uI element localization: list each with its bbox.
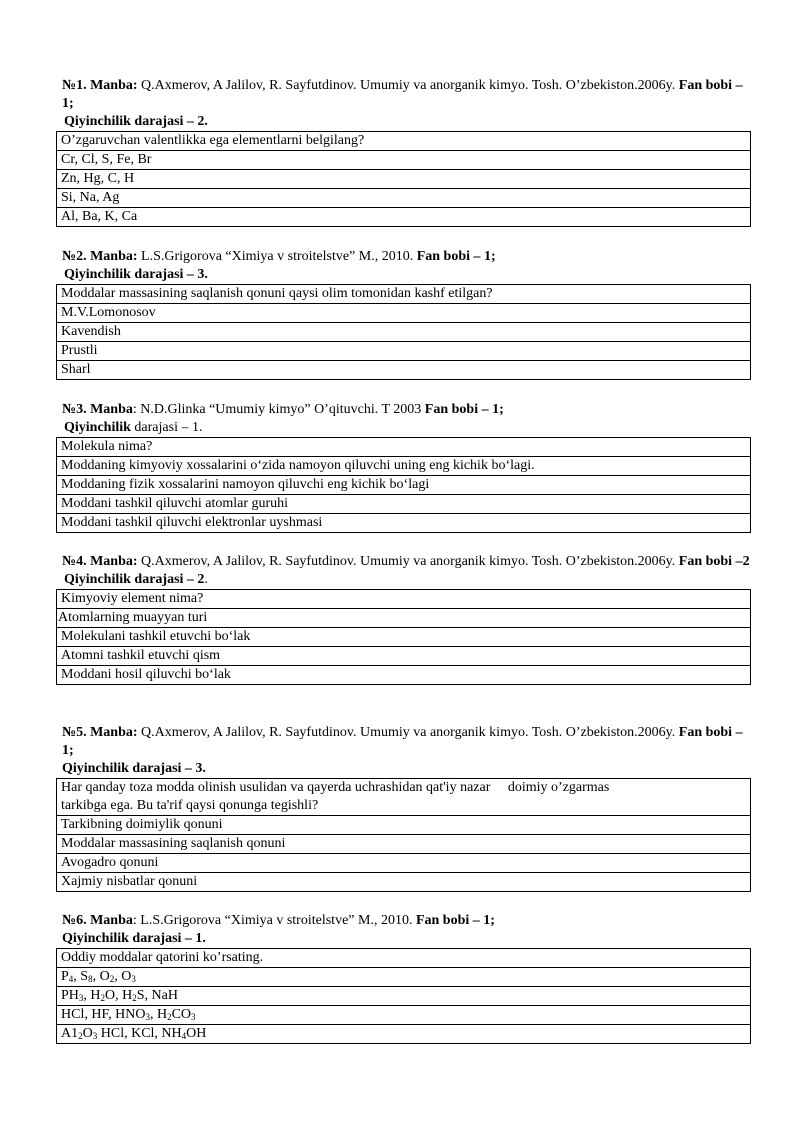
- question-table: [56, 778, 751, 892]
- question-number: №5.: [62, 725, 87, 740]
- answer-option: HCl, HF, $HNO_3$, $H_2CO_3$: [57, 1006, 751, 1025]
- manba-label: Manba: [90, 913, 133, 928]
- source-line: [56, 77, 756, 113]
- question-number: №4.: [62, 554, 87, 569]
- answer-option: M.V.Lomonosov: [57, 304, 751, 323]
- answer-option: Moddani hosil qiluvchi bo‘lak: [57, 666, 751, 685]
- answer-option: Moddani tashkil qiluvchi atomlar guruhi: [57, 495, 751, 514]
- fan-bobi: Fan bobi – 1;: [62, 725, 743, 758]
- question-text: Oddiy moddalar qatorini ko’rsating.: [57, 949, 751, 968]
- answer-option: $A1_2O_3$ HCl, KCl, $NH_4OH$: [57, 1025, 751, 1044]
- question-block-6: [56, 912, 756, 1044]
- answer-option: Molekulani tashkil etuvchi bo‘lak: [57, 628, 751, 647]
- fan-bobi: Fan bobi – 1;: [415, 913, 495, 928]
- question-table: [56, 284, 751, 380]
- question-table: [56, 437, 751, 533]
- answer-option: Atomni tashkil etuvchi qism: [57, 647, 751, 666]
- source-line: [56, 401, 756, 419]
- question-number: №6.: [62, 913, 87, 928]
- question-block-3: [56, 401, 756, 533]
- answer-option: Moddaning fizik xossalarini namoyon qiluvchi eng kichik bo‘lagi: [57, 476, 751, 495]
- manba-label: Manba:: [90, 249, 138, 264]
- answer-option: Moddani tashkil qiluvchi elektronlar uyshmasi: [57, 514, 751, 533]
- source-line: [56, 724, 756, 760]
- fan-bobi: Fan bobi –2: [678, 554, 750, 569]
- source-text: L.S.Grigorova “Ximiya v stroitelstve” M., 2010.: [141, 249, 414, 264]
- answer-option: Zn, Hg, C, H: [57, 170, 751, 189]
- question-text: O’zgaruvchan valentlikka ega elementlarni belgilang?: [57, 132, 751, 151]
- question-block-1: [56, 77, 756, 227]
- difficulty-line: Qiyinchilik darajasi – 3.: [62, 761, 206, 776]
- question-table: [56, 131, 751, 227]
- question-text: Moddalar massasining saqlanish qonuni qaysi olim tomonidan kashf etilgan?: [57, 285, 751, 304]
- question-text: Kimyoviy element nima?: [57, 590, 751, 609]
- answer-option: Prustli: [57, 342, 751, 361]
- question-table: [56, 589, 751, 685]
- fan-bobi: Fan bobi – 1;: [62, 78, 743, 111]
- source-text: Q.Axmerov, A Jalilov, R. Sayfutdinov. Umumiy va anorganik kimyo. Tosh. O’zbekiston.2006y.: [141, 554, 676, 569]
- answer-option: $PH_3$, $H_2O$, $H_2S$, NaH: [57, 987, 751, 1006]
- question-block-5: [56, 724, 756, 892]
- question-number: №3.: [62, 402, 87, 417]
- answer-option: Moddaning kimyoviy xossalarini o‘zida namoyon qiluvchi uning eng kichik bo‘lagi.: [57, 457, 751, 476]
- manba-label: Manba:: [90, 554, 138, 569]
- source-line: [56, 248, 756, 266]
- source-text: Q.Axmerov, A Jalilov, R. Sayfutdinov. Umumiy va anorganik kimyo. Tosh. O’zbekiston.2006y.: [141, 725, 676, 740]
- answer-option: Xajmiy nisbatlar qonuni: [57, 873, 751, 892]
- question-text: Har qanday toza modda olinish usulidan va qayerda uchrashidan qat'iy nazar doimiy o’zgarmas tarkibga ega. Bu ta'rif qaysi qonunga tegishli?: [57, 779, 751, 816]
- answer-option: $P_4$, $S_8$, $O_2$, $O_3$: [57, 968, 751, 987]
- source-text: : L.S.Grigorova “Ximiya v stroitelstve” M., 2010.: [132, 913, 413, 928]
- fan-bobi: Fan bobi – 1;: [416, 249, 496, 264]
- answer-option: Moddalar massasining saqlanish qonuni: [57, 835, 751, 854]
- question-number: №2.: [62, 249, 87, 264]
- answer-option: Tarkibning doimiylik qonuni: [57, 816, 751, 835]
- fan-bobi: Fan bobi – 1;: [424, 402, 504, 417]
- manba-label: Manba: [90, 402, 133, 417]
- question-text: Molekula nima?: [57, 438, 751, 457]
- answer-option: Si, Na, Ag: [57, 189, 751, 208]
- difficulty-line: Qiyinchilik darajasi – 3.: [64, 267, 208, 282]
- answer-option: Kavendish: [57, 323, 751, 342]
- answer-option: Avogadro qonuni: [57, 854, 751, 873]
- source-line: [56, 553, 756, 571]
- source-text: Q.Axmerov, A Jalilov, R. Sayfutdinov. Umumiy va anorganik kimyo. Tosh. O’zbekiston.2006y.: [141, 78, 676, 93]
- answer-option: Cr, Cl, S, Fe, Br: [57, 151, 751, 170]
- question-number: №1.: [62, 78, 87, 93]
- source-line: [56, 912, 756, 930]
- manba-label: Manba:: [90, 725, 138, 740]
- question-block-4: [56, 553, 756, 685]
- question-block-2: [56, 248, 756, 380]
- difficulty-line: Qiyinchilik darajasi – 1.: [64, 420, 203, 435]
- difficulty-line: Qiyinchilik darajasi – 2.: [64, 114, 208, 129]
- answer-option: Atomlarning muayyan turi: [57, 609, 751, 628]
- question-table: [56, 948, 751, 1044]
- manba-label: Manba:: [90, 78, 138, 93]
- difficulty-line: Qiyinchilik darajasi – 1.: [62, 931, 206, 946]
- answer-option: Al, Ba, K, Ca: [57, 208, 751, 227]
- answer-option: Sharl: [57, 361, 751, 380]
- difficulty-line: Qiyinchilik darajasi – 2.: [64, 572, 208, 587]
- source-text: : N.D.Glinka “Umumiy kimyo” O’qituvchi. T 2003: [132, 402, 422, 417]
